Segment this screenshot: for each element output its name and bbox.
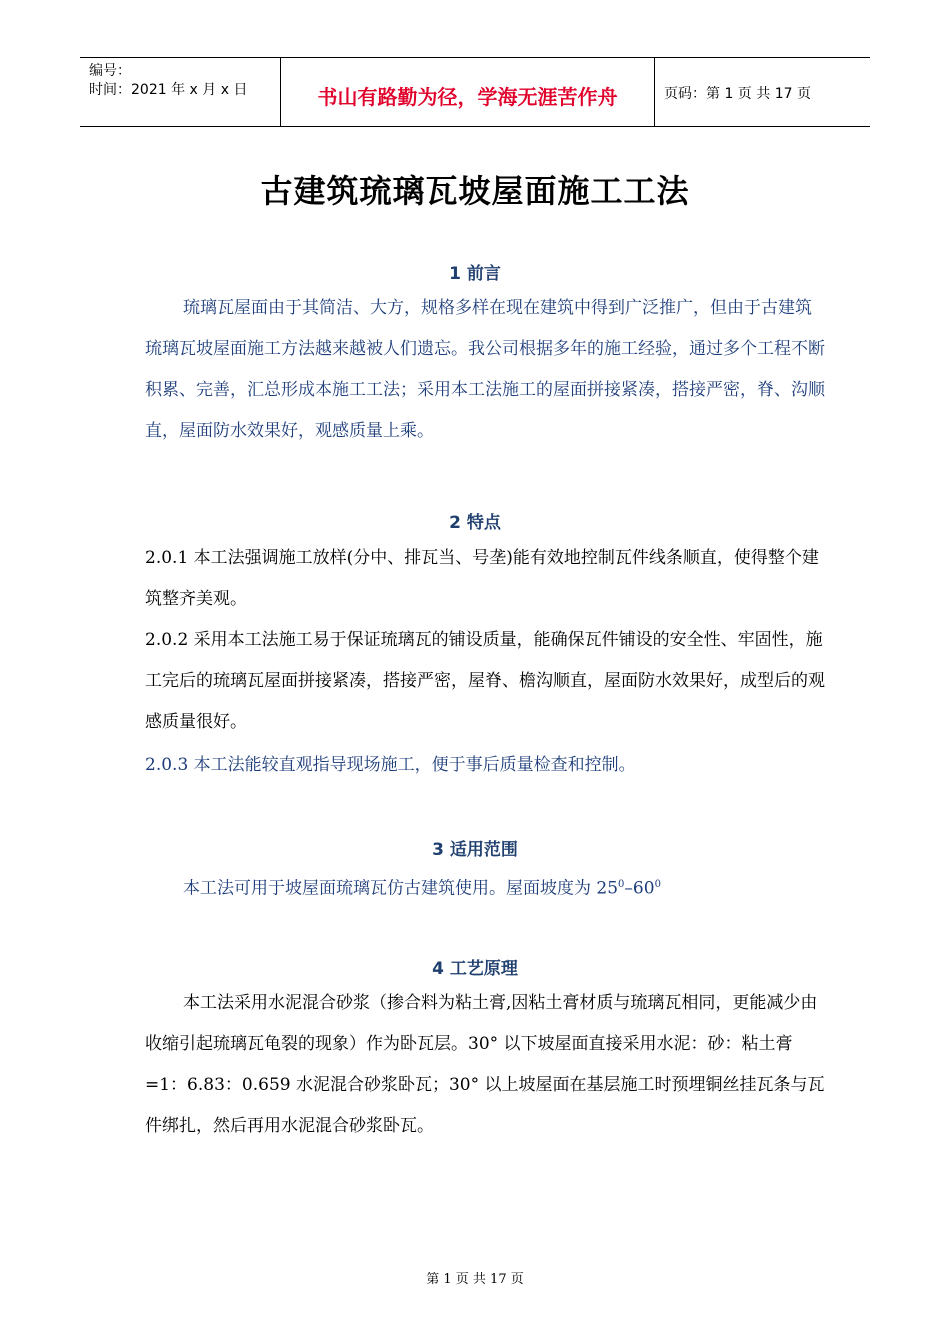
header-table (80, 57, 870, 127)
time-label: 时间：2021 年 x 月 x 日 (89, 82, 248, 98)
section-1-paragraph: 琉璃瓦屋面由于其简洁、大方，规格多样在现在建筑中得到广泛推广，但由于古建筑琉璃瓦坡屋面施工方法越来越被人们遗忘。我公司根据多年的施工经验，通过多个工程不断积累、完善，汇总形成本施工工法；采用本工法施工的屋面拼接紧凑，搭接严密，脊、沟顺直，屋面防水效果好，观感质量上乘。 (145, 298, 825, 441)
section-4-heading: 4 工艺原理 (432, 959, 518, 979)
section-2-item-2: 2.0.2 采用本工法施工易于保证琉璃瓦的铺设质量，能确保瓦件铺设的安全性、牢固性，施工完后的琉璃瓦屋面拼接紧凑，搭接严密，屋脊、檐沟顺直，屋面防水效果好，成型后的观感质量很好。 (145, 630, 825, 732)
degree-sup-2: 0 (654, 879, 661, 890)
header-motto-cell (281, 58, 655, 126)
section-3-paragraph (145, 864, 825, 910)
document-title: 古建筑琉璃瓦坡屋面施工工法 (260, 172, 690, 210)
motto: 书山有路勤为径，学海无涯苦作舟 (317, 85, 618, 109)
degree-sup-1: 0 (618, 879, 625, 890)
page-label: 页码：第 1 页 共 17 页 (664, 86, 811, 102)
section-2-item-3: 2.0.3 本工法能较直观指导现场施工，便于事后质量检查和控制。 (145, 755, 636, 775)
section-3-range: –60 (624, 878, 655, 899)
header-info-cell (80, 58, 281, 126)
section-3-text: 本工法可用于坡屋面琉璃瓦仿古建筑使用。屋面坡度为 25 (183, 878, 619, 899)
section-4-paragraph: 本工法采用水泥混合砂浆（掺合料为粘土膏,因粘土膏材质与琉璃瓦相同，更能减少由收缩引起琉璃瓦龟裂的现象）作为卧瓦层。30° 以下坡屋面直接采用水泥：砂：粘土膏=1：6.83：0.659 水泥混合砂浆卧瓦；30° 以上坡屋面在基层施工时预埋铜丝挂瓦条与瓦件绑扎，然后再用水泥混合砂浆卧瓦。 (145, 993, 825, 1136)
section-3-heading: 3 适用范围 (432, 840, 518, 860)
page-footer: 第 1 页 共 17 页 (426, 1272, 524, 1287)
number-label: 编号： (89, 63, 131, 79)
section-2-heading: 2 特点 (449, 513, 501, 533)
section-2-item-1: 2.0.1 本工法强调施工放样(分中、排瓦当、号垄)能有效地控制瓦件线条顺直，使得整个建筑整齐美观。 (145, 548, 819, 609)
header-page-cell (655, 58, 870, 126)
section-1-heading: 1 前言 (449, 264, 501, 284)
